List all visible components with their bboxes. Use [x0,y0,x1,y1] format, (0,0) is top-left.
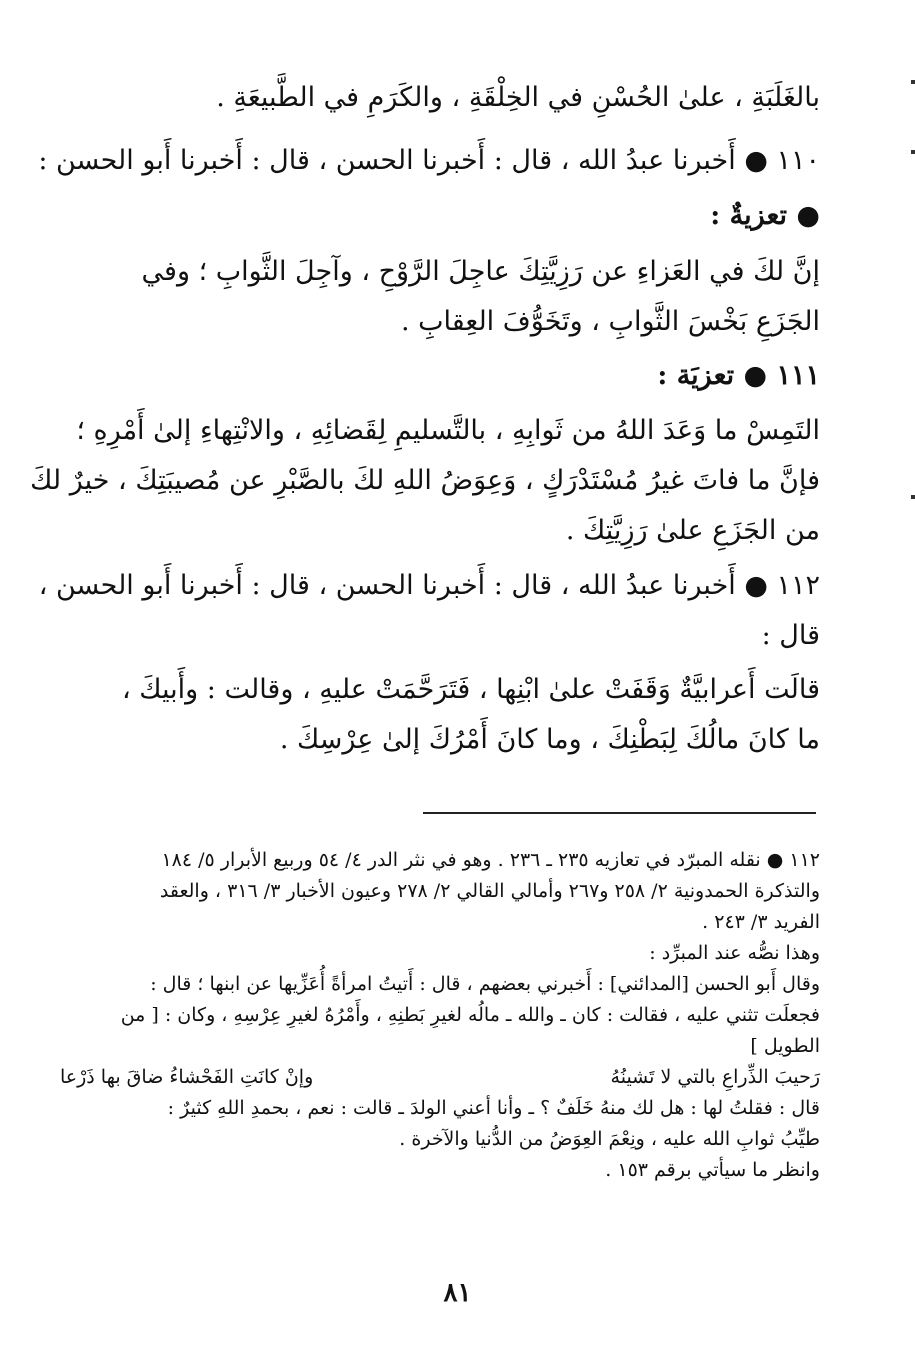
footnote-line-9: قال : فقلتُ لها : هل لك منهُ خَلَفٌ ؟ ـ وأنا أعني الولدَ ـ قالت : نعم ، بحمدِ اللهِ كثيرٌ : [167,1097,820,1119]
heading-taziya-1: ● تعزيةٌ : [710,200,820,231]
report-110-header: ١١٠ ● أَخبرنا عبدُ الله ، قال : أَخبرنا الحسن ، قال : أَخبرنا أَبو الحسن : [38,145,820,176]
poem-verse [60,1062,820,1093]
text-line-1: بالغَلَبَةِ ، علىٰ الحُسْنِ في الخِلْقَةِ ، والكَرَمِ في الطَّبيعَةِ . [216,82,820,113]
footnote-line-10: طيِّبُ ثوابِ الله عليه ، ونِعْمَ العِوَضُ من الدُّنيا والآخرة . [399,1128,820,1150]
page-number: ٨١ [443,1278,472,1308]
footnote-divider [423,812,816,814]
text-line-12: قالَت أَعرابيَّةٌ وَقَفَتْ علىٰ ابْنِها ، فَتَرَحَّمَتْ عليهِ ، وقالت : وأَبيكَ ، [121,674,820,705]
footnote-line-5: وقال أَبو الحسن [المدائني] : أَخبرني بعضهم ، قال : أَتيتُ امرأةً أُعَزِّيها عن ابنها ؛ قال : [150,973,820,995]
edge-mark [911,495,915,499]
footnote-line-2: والتذكرة الحمدونية ٢/ ٢٥٨ و٢٦٧ وأمالي القالي ٢/ ٢٧٨ وعيون الأخبار ٣/ ٣١٦ ، والعقد [159,880,820,902]
footnote-line-6: فجعلَت تثني عليه ، فقالت : كان ـ والله ـ مالُه لغيرِ بَطنِهِ ، وأَمْرُهُ لغيرِ عِرْسِهِ ، وكان : [ من [120,1004,820,1026]
heading-taziya-111: ١١١ ● تعزيَة : [657,360,820,391]
footnote-line-7: الطويل ] [750,1035,820,1057]
footnote-line-3: الفريد ٣/ ٢٤٣ . [702,911,820,933]
poem-hemistich-left: وإنْ كانَتِ الفَحْشاءُ ضاقَ بها ذَرْعا [60,1066,314,1088]
text-line-4: إنَّ لكَ في العَزاءِ عن رَزِيَّتِكَ عاجِلَ الرَّوْحِ ، وآجِلَ الثَّوابِ ؛ وفي [141,256,820,287]
edge-mark [911,150,915,154]
footnotes [60,845,820,1186]
text-line-5: الجَزَعِ بَخْسَ الثَّوابِ ، وتَخَوُّفَ العِقابِ . [400,306,820,337]
footnote-line-1: ١١٢ ● نقله المبرّد في تعازيه ٢٣٥ ـ ٢٣٦ . وهو في نثر الدر ٤/ ٥٤ وربيع الأبرار ٥/ ١٨٤ [161,849,820,871]
poem-hemistich-right: رَحيبَ الذِّراعِ بالتي لا تَشينُهُ [610,1066,820,1088]
text-line-9: من الجَزَعِ علىٰ رَزِيَّتِكَ . [565,515,820,546]
report-112-header: ١١٢ ● أَخبرنا عبدُ الله ، قال : أَخبرنا الحسن ، قال : أَخبرنا أَبو الحسن ، [38,570,820,601]
text-line-13: ما كانَ مالُكَ لِبَطْنِكَ ، وما كانَ أَمْرُكَ إلىٰ عِرْسِكَ . [279,724,820,755]
edge-mark [911,80,915,84]
text-line-11: قال : [761,620,820,651]
footnote-line-4: وهذا نصُّه عند المبرِّد : [649,942,820,964]
footnote-line-11: وانظر ما سيأتي برقم ١٥٣ . [605,1159,820,1181]
text-line-8: فإنَّ ما فاتَ غيرُ مُسْتَدْرَكٍ ، وَعِوَضُ اللهِ لكَ بالصَّبْرِ عن مُصيبَتِكَ ، خيرٌ لكَ [30,465,820,496]
text-line-7: التَمِسْ ما وَعَدَ اللهُ من ثَوابِهِ ، بالتَّسليمِ لِقَضائِهِ ، والانْتِهاءِ إلىٰ أَمْرِهِ ؛ [76,415,820,446]
